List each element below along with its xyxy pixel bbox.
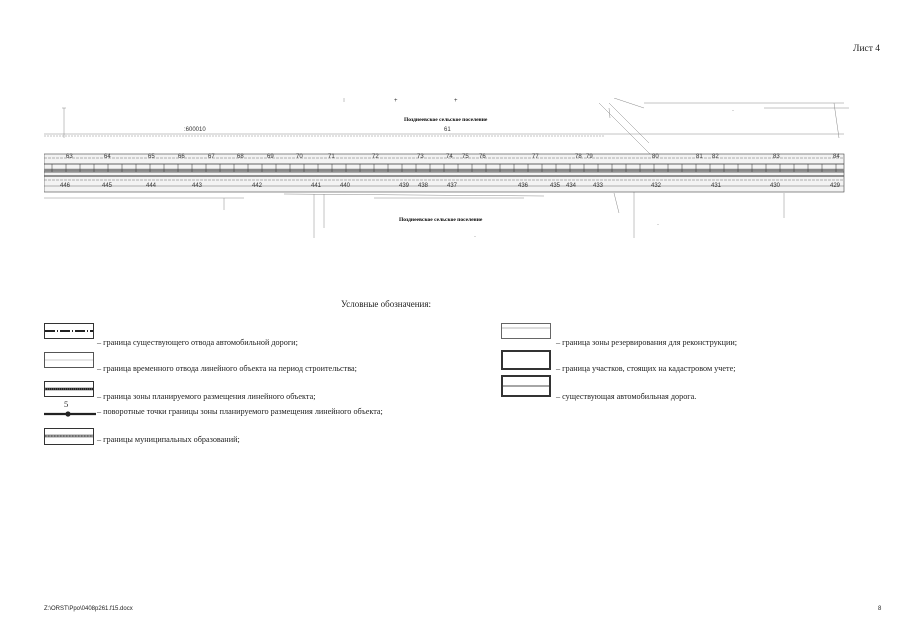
legend-text-turning-points: – поворотные точки границы зоны планируемого размещения линейного объекта; bbox=[97, 407, 383, 416]
svg-text:·: · bbox=[474, 234, 476, 238]
top-point-label: 74 bbox=[446, 154, 453, 160]
top-point-label: 81 bbox=[696, 154, 703, 160]
top-point-label: 67 bbox=[208, 154, 215, 160]
bottom-point-label: 443 bbox=[192, 183, 203, 189]
legend-symbol-reservation-zone bbox=[501, 323, 551, 339]
footer-file-path: Z:\ORST\Ppo\0408p261.f15.docx bbox=[44, 606, 133, 612]
top-point-label: 80 bbox=[652, 154, 659, 160]
bottom-point-label: 446 bbox=[60, 183, 71, 189]
top-point-label: 68 bbox=[237, 154, 244, 160]
top-point-label: 77 bbox=[532, 154, 539, 160]
bottom-point-label: 430 bbox=[770, 183, 781, 189]
bottom-point-label: 436 bbox=[518, 183, 529, 189]
legend-text-existing-road: – существующая автомобильная дорога. bbox=[556, 392, 697, 401]
bottom-point-label: 441 bbox=[311, 183, 322, 189]
bottom-point-label: 438 bbox=[418, 183, 429, 189]
bottom-point-label: 440 bbox=[340, 183, 351, 189]
route-map-drawing bbox=[44, 98, 854, 238]
turning-point-marker-label: 5 bbox=[64, 399, 69, 409]
bottom-point-label: 434 bbox=[566, 183, 577, 189]
legend-text-municipal-boundaries: – границы муниципальных образований; bbox=[97, 435, 240, 444]
legend-symbol-existing-road-allotment bbox=[44, 323, 94, 339]
top-point-label: 78 bbox=[575, 154, 582, 160]
bottom-point-label: 432 bbox=[651, 183, 662, 189]
legend-symbol-planned-zone bbox=[44, 381, 94, 397]
bottom-point-label: 435 bbox=[550, 183, 561, 189]
top-point-label: 79 bbox=[586, 154, 593, 160]
bottom-point-label: 439 bbox=[399, 183, 410, 189]
top-point-label: 83 bbox=[773, 154, 780, 160]
settlement-label-top: Позднеевское сельское поселение bbox=[404, 117, 488, 123]
legend-title: Условные обозначения: bbox=[341, 299, 432, 309]
bottom-point-label: 445 bbox=[102, 183, 113, 189]
top-point-label: 75 bbox=[462, 154, 469, 160]
top-point-label: 70 bbox=[296, 154, 303, 160]
bottom-point-label: 429 bbox=[830, 183, 841, 189]
legend-text-existing-road-allotment: – граница существующего отвода автомобильной дороги; bbox=[97, 338, 298, 347]
legend-text-cadastral-parcels: – граница участков, стоящих на кадастровом учете; bbox=[556, 364, 736, 373]
legend-symbol-temporary-allotment bbox=[44, 352, 94, 368]
legend-text-temporary-allotment: – граница временного отвода линейного объекта на период строительства; bbox=[97, 364, 357, 373]
top-point-label: 71 bbox=[328, 154, 335, 160]
top-point-label: 66 bbox=[178, 154, 185, 160]
parcel-label-left: :600010 bbox=[184, 127, 206, 133]
legend-symbol-existing-road bbox=[501, 375, 551, 397]
road-corridor bbox=[44, 154, 844, 192]
legend-text-reservation-zone: – граница зоны резервирования для реконструкции; bbox=[556, 338, 738, 347]
settlement-label-bottom: Позднеевское сельское поселение bbox=[399, 217, 483, 223]
legend-text-planned-zone: – граница зоны планируемого размещения линейного объекта; bbox=[97, 392, 316, 401]
legend-symbol-turning-points bbox=[44, 399, 96, 420]
top-point-label: 64 bbox=[104, 154, 111, 160]
top-point-label: 76 bbox=[479, 154, 486, 160]
top-point-label: 82 bbox=[712, 154, 719, 160]
parcel-label-top: 61 bbox=[444, 127, 451, 133]
top-point-label: 63 bbox=[66, 154, 73, 160]
bottom-point-label: 442 bbox=[252, 183, 263, 189]
top-point-label: 69 bbox=[267, 154, 274, 160]
svg-text:·: · bbox=[732, 108, 734, 114]
bottom-point-label: 437 bbox=[447, 183, 458, 189]
top-point-label: 72 bbox=[372, 154, 379, 160]
sheet-number: Лист 4 bbox=[853, 44, 881, 54]
top-point-label: 84 bbox=[833, 154, 840, 160]
bottom-point-label: 444 bbox=[146, 183, 157, 189]
svg-text:+: + bbox=[454, 98, 458, 104]
svg-text:+: + bbox=[394, 98, 398, 104]
legend-symbol-cadastral-parcels bbox=[501, 350, 551, 370]
svg-text:·: · bbox=[657, 222, 659, 228]
top-point-label: 73 bbox=[417, 154, 424, 160]
legend-symbol-municipal-boundaries bbox=[44, 428, 94, 445]
bottom-point-label: 433 bbox=[593, 183, 604, 189]
bottom-point-label: 431 bbox=[711, 183, 722, 189]
top-point-label: 65 bbox=[148, 154, 155, 160]
route-map bbox=[44, 98, 854, 238]
footer-page-number: 8 bbox=[878, 606, 882, 612]
